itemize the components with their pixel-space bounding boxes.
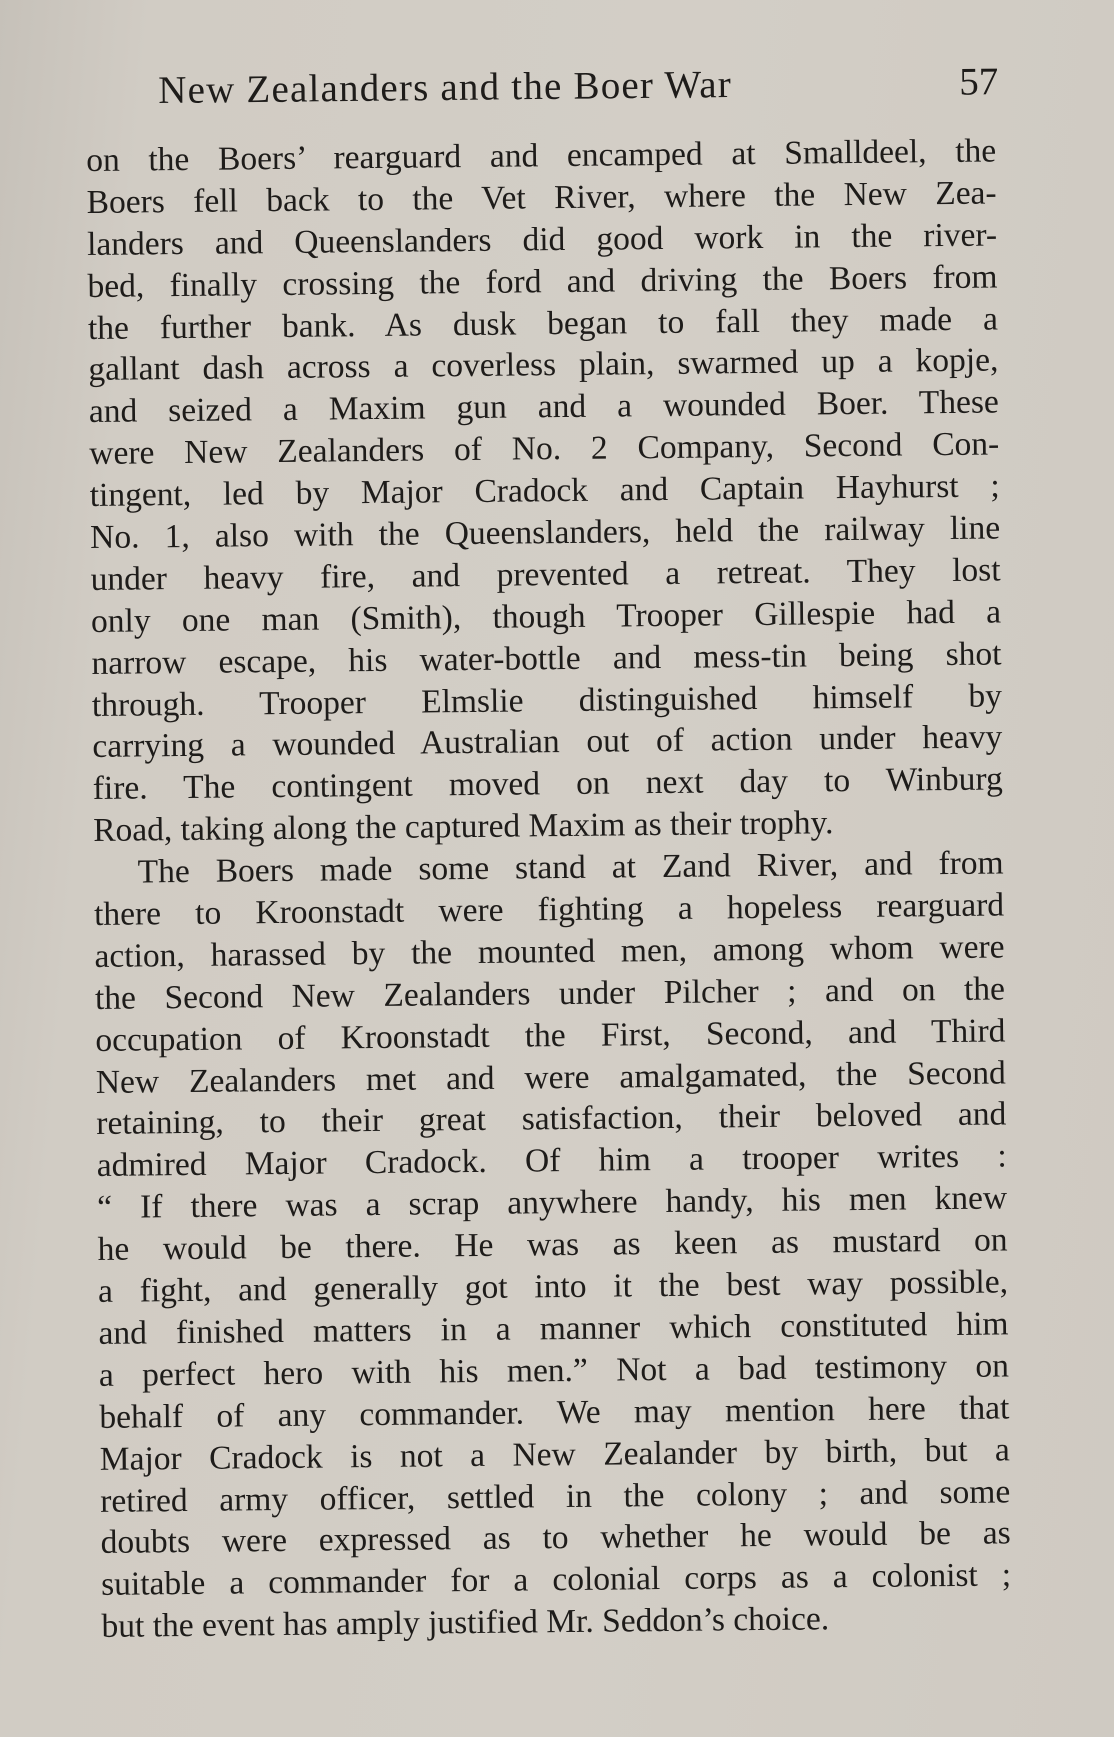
text-line: Road, taking along the captured Maxim as their trophy. [93,804,834,850]
text-line: suitable a commander for a colonial corps as a colonist ; [100,1556,1012,1604]
text-line: a fight, and generally got into it the best way possible, [97,1263,1009,1310]
text-line: a perfect hero with his men.” Not a bad testimony on [98,1347,1010,1394]
text-line: No. 1, also with the Queenslanders, held the railway line [89,509,1001,556]
text-line: New Zealanders met and were amalgamated, the Second [95,1054,1007,1101]
text-line: he would be there. He was as keen as mustard on [97,1221,1008,1269]
text-line: action, harassed by the mounted men, among whom were [94,928,1005,975]
text-line: and seized a Maxim gun and a wounded Boer. These [88,383,999,431]
text-line: behalf of any commander. We may mention here that [99,1389,1010,1436]
text-line: and finished matters in a manner which constituted him [98,1305,1009,1352]
text-line: fire. The contingent moved on next day to Winburg [92,760,1003,808]
page-header [158,59,999,128]
text-line: landers and Queenslanders did good work in the river- [86,216,998,263]
body-text [86,130,1012,1648]
text-line: carrying a wounded Australian out of action under heavy [92,718,1003,766]
text-line: under heavy fire, and prevented a retreat. They lost [90,551,1001,598]
text-line: retaining, to their great satisfaction, their beloved and [96,1095,1007,1143]
text-line: bed, finally crossing the ford and driving the Boers from [87,258,998,305]
text-line: were New Zealanders of No. 2 Company, Second Con- [89,425,1000,473]
text-line: “ If there was a scrap anywhere handy, his men knew [96,1179,1008,1227]
text-line: retired army officer, settled in the colony ; and some [100,1472,1011,1520]
text-line: gallant dash across a coverless plain, swarmed up a kopje, [88,341,999,389]
text-line: occupation of Kroonstadt the First, Second, and Third [95,1012,1006,1059]
text-line: The Boers made some stand at Zand River, and from [137,844,1004,891]
text-line: through. Trooper Elmslie distinguished himself by [91,677,1003,724]
text-line: on the Boers’ rearguard and encamped at Smalldeel, the [86,132,997,179]
text-line: Boers fell back to the Vet River, where the New Zea- [86,174,997,221]
text-line: doubts were expressed as to whether he would be as [100,1514,1011,1562]
running-head: New Zealanders and the Boer War [158,62,733,112]
text-line: there to Kroonstadt were fighting a hopeless rearguard [93,886,1005,933]
page-number: 57 [958,60,999,104]
text-line: the Second New Zealanders under Pilcher ; and on the [94,970,1006,1017]
text-line: Major Cradock is not a New Zealander by birth, but a [99,1431,1010,1478]
text-line: but the event has amply justified Mr. Seddon’s choice. [101,1600,830,1646]
text-line: the further bank. As dusk began to fall they made a [87,300,999,347]
text-line: tingent, led by Major Cradock and Captain Hayhurst ; [89,467,1000,515]
text-line: only one man (Smith), though Trooper Gillespie had a [90,593,1002,640]
text-line: narrow escape, his water-bottle and mess-tin being shot [91,635,1002,682]
text-line: admired Major Cradock. Of him a trooper writes : [96,1137,1007,1185]
